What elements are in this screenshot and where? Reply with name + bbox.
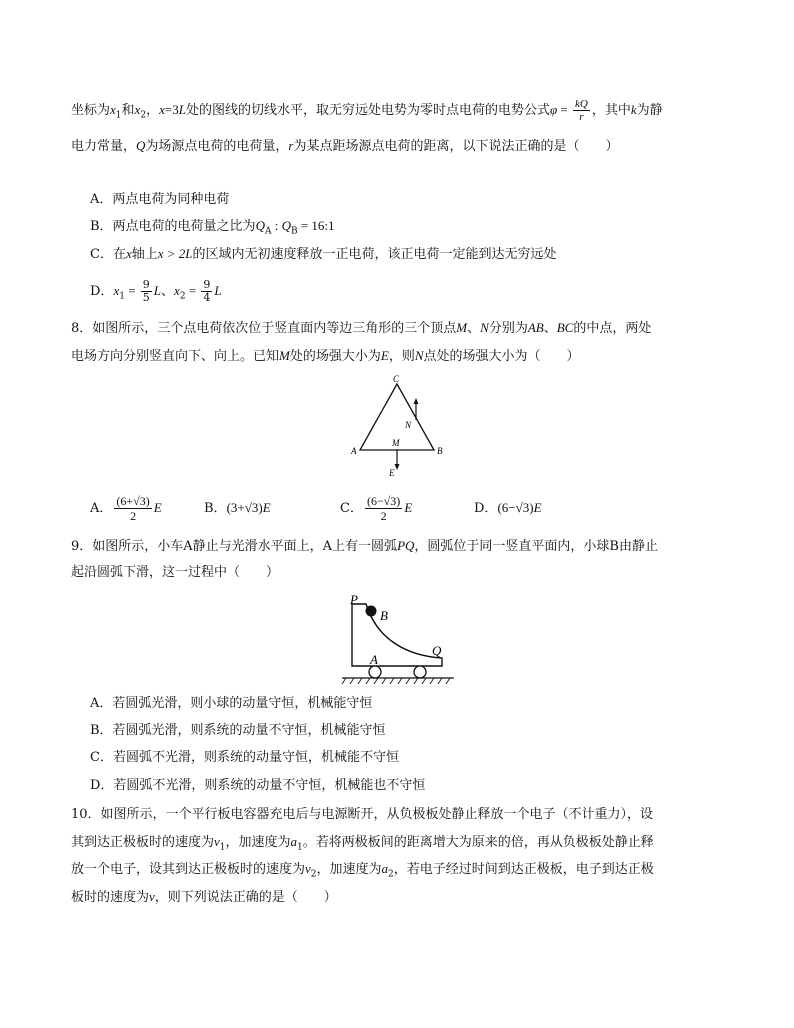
sub: 2 [179,291,186,302]
q8-choice-b [204,498,271,519]
q9-stem-line1 [71,536,731,557]
text: ，其中 [591,103,631,118]
text: ， [146,103,160,118]
q7-option-b [90,216,750,242]
label-P: P [350,592,358,607]
text: 其到达正极板时的速度为 [71,835,215,850]
var-N: N [480,320,489,335]
label-B: B [380,608,388,623]
fraction-9-4 [201,279,212,304]
text: A． [90,501,113,516]
q10-stem-line3 [71,859,731,885]
text: 的中点，两处 [573,321,652,336]
q7-stem-line2 [71,136,731,157]
q7-option-a [90,190,750,210]
text: 、 [543,321,557,336]
var-x1: x [110,102,116,117]
denominator: 5 [142,291,150,304]
q8-choice-a [90,490,162,526]
var-E: E [380,348,389,363]
label-C: C [393,374,400,384]
q10-stem-line1 [71,805,731,825]
math: = [185,283,200,298]
text: 10．如图所示，一个平行板电容器充电后与电源断开，从负极板处静止释放一个电子（不计重力），设 [71,807,654,822]
label-A: A [370,652,378,667]
var-L: L [178,102,186,117]
text: 为某点距场源点电荷的距离，以下说法正确的是（ ） [293,139,619,154]
math: (6−√3) [497,500,534,515]
label-M: M [392,438,400,448]
numerator: (6+√3) [116,494,150,508]
text: 9．如图所示，小车A静止与光滑水平面上，A上有一圆弧 [71,539,398,554]
wheel-left [369,666,381,678]
text: 起沿圆弧下滑，这一过程中（ ） [71,565,280,580]
var-x2: x [134,102,141,117]
text: ，则下列说法正确的是（ ） [154,890,337,905]
q10-stem-line2 [71,832,731,858]
var-M: M [456,320,468,335]
var-v: v [149,889,155,904]
sub: 2 [140,110,147,121]
fraction [365,494,402,523]
math: (3+√3) [226,500,263,515]
label-E: E [389,468,395,478]
text: 点处的场强大小为（ ） [423,349,580,364]
numerator: 9 [142,278,150,291]
q9-cart-figure [340,592,458,688]
var-L: L [153,283,162,298]
var-PQ: PQ [397,538,415,553]
text: C． [340,501,363,516]
text: 、 [161,284,175,299]
ground-hatch [342,678,450,684]
math: : [271,218,282,233]
math: =3 [164,102,179,117]
label-A: A [351,446,357,456]
text: 倍，再从负极板处静止释 [510,835,654,850]
var-v: v [214,834,220,849]
fraction-kQ-r [573,98,590,123]
math: = [124,283,139,298]
text: 处的图线的切线水平，取无穷远处电势为零时点电荷的电势公式 [185,103,550,118]
text: 为静 [636,103,663,118]
sub: 2 [388,869,394,880]
var-v: v [305,861,311,876]
text: C．在 [90,247,126,262]
text: A．若圆弧光滑，则小球的动量守恒，机械能守恒 [90,696,373,711]
text: 分别为 [488,321,528,336]
text: 。若将两极板间的距离增大为原来的 [302,835,511,850]
denominator: r [579,111,584,123]
text: ，加速度为 [225,835,291,850]
text: C．若圆弧不光滑，则系统的动量守恒，机械能不守恒 [90,750,399,765]
math: = [557,102,571,117]
q8-stem-line1 [71,318,731,339]
text: 8．如图所示，三个点电荷依次位于竖直面内等边三角形的三个顶点 [71,321,457,336]
var-a: a [290,834,298,849]
q8-choice-d [474,498,542,519]
sub: A [264,226,272,237]
q9-stem-line2 [71,563,731,583]
text: 电场方向分别竖直向下、向上。已知 [71,349,280,364]
var-x: x [159,102,165,117]
wheel-right [414,666,426,678]
math: x > 2 [157,246,186,261]
label-Q: Q [432,643,442,658]
var-E: E [262,500,271,515]
var-r: r [288,138,294,153]
text: 处的场强大小为 [289,349,381,364]
var-L: L [185,246,193,261]
q9-option-b [90,721,750,741]
q9-option-d [90,776,750,796]
sub: 1 [219,842,226,853]
text: 板时的速度为 [71,890,150,905]
q9-option-a [90,694,750,714]
sub: 2 [310,869,317,880]
q10-stem-line4 [71,887,731,908]
numerator: 9 [203,278,211,291]
numerator: kQ [575,98,588,110]
text: 、 [467,321,481,336]
q8-stem-line2 [71,346,731,367]
text: 的区域内无初速度释放一正电荷，该正电荷一定能到达无穷远处 [192,247,557,262]
var-L: L [214,283,222,298]
text: 放一个电子，设其到达正极板时的速度为 [71,862,306,877]
text: D． [90,284,114,299]
q7-option-c [90,244,750,265]
fraction-9-5 [141,279,152,304]
text: D． [474,501,498,516]
q9-option-c [90,748,750,768]
fraction [114,494,151,523]
var-Q: Q [281,218,291,233]
var-BC: BC [556,320,574,335]
text: 轴上 [131,247,158,262]
text: ，则 [388,349,415,364]
text: 为场源点电荷的电荷量， [145,139,289,154]
var-E: E [153,500,162,515]
sub: B [290,226,298,237]
q8-choice-c [340,490,412,526]
var-Q: Q [255,218,265,233]
var-k: k [630,102,637,117]
sub: 1 [297,842,303,853]
label-N: N [405,420,412,430]
arrow-up-head [414,398,419,404]
label-B: B [437,446,443,456]
var-N: N [414,348,424,363]
var-E: E [533,500,542,515]
denominator: 2 [130,509,137,523]
var-x: x [125,246,132,261]
sub: 1 [115,110,122,121]
denominator: 2 [380,509,387,523]
text: 到达正极板，电子到达正极 [497,862,654,877]
cart-body [352,604,442,666]
text: B．两点电荷的电荷量之比为 [90,219,256,234]
var-phi: φ [549,102,558,117]
sub: 1 [119,291,125,302]
q8-triangle-figure [345,372,455,480]
text: 电力常量， [71,139,137,154]
var-a: a [381,861,389,876]
var-M: M [279,348,290,363]
text: D．若圆弧不光滑，则系统的动量不守恒，机械能也不守恒 [90,778,426,793]
text: B． [204,501,227,516]
text: A．两点电荷为同种电荷 [90,192,230,207]
q7-stem-line1 [71,98,731,126]
q7-option-d [90,276,750,306]
denominator: 4 [203,291,211,304]
text: 和 [121,103,135,118]
text: ，若电子经过时间 [393,862,498,877]
numerator: (6−√3) [366,494,401,508]
text: ，加速度为 [316,862,382,877]
var-x: x [174,283,180,298]
ball-B [366,606,377,617]
text: ，圆弧位于同一竖直平面内，小球B由静止 [414,539,658,554]
var-AB: AB [527,320,544,335]
text: B．若圆弧光滑，则系统的动量不守恒，机械能守恒 [90,723,386,738]
var-E: E [404,500,413,515]
arrow-down-head [395,464,400,470]
var-Q: Q [136,138,146,153]
var-x: x [113,283,120,298]
math: = 16:1 [297,218,335,233]
text: 坐标为 [71,103,111,118]
